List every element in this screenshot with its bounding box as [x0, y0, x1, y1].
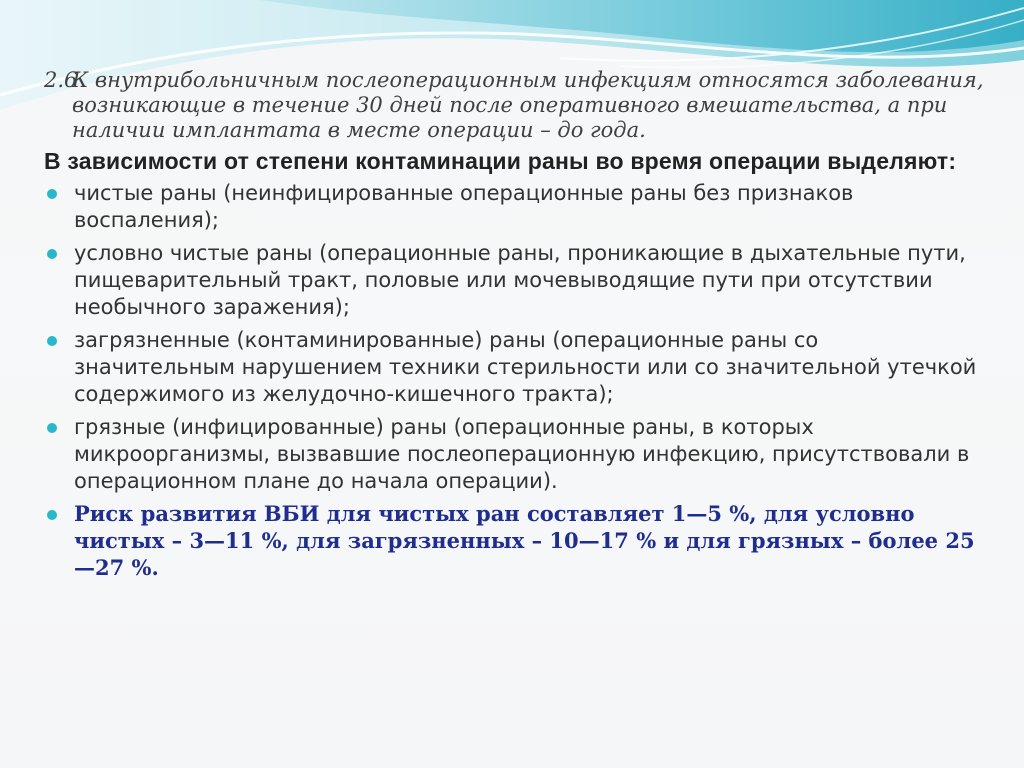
bullet-icon	[47, 336, 57, 346]
bullet-icon	[47, 423, 57, 433]
list-item-text: чистые раны (неинфицированные операционные раны без признаков воспаления);	[74, 181, 854, 232]
list-item-text: условно чистые раны (операционные раны, проникающие в дыхательные пути, пищеварительный тракт, половые или мочевыводящие пути при отсутствии необычного заражения);	[74, 241, 966, 319]
list-item-text: Риск развития ВБИ для чистых ран составляет 1—5 %, для условно чистых – 3—11 %, для загрязненных – 10—17 % и для грязных – более 25—27 %.	[74, 501, 975, 580]
list-item-contaminated	[44, 327, 984, 408]
bullet-icon	[47, 249, 57, 259]
slide-content	[44, 68, 984, 588]
section-number: 2.6	[44, 68, 78, 92]
intro-text: К внутрибольничным послеоперационным инфекциям относятся заболевания, возникающие в течение 30 дней после оперативного вмешательства, а при наличии имплантата в месте операции – до года.	[72, 68, 984, 142]
intro-paragraph	[44, 68, 984, 143]
list-item-dirty	[44, 414, 984, 495]
bullet-icon	[47, 510, 57, 520]
list-item-text: грязные (инфицированные) раны (операционные раны, в которых микроорганизмы, вызвавшие послеоперационную инфекцию, присутствовали в операционном плане до начала операции).	[74, 415, 970, 493]
wound-class-list	[44, 180, 984, 582]
list-item-clean	[44, 180, 984, 234]
bullet-icon	[47, 189, 57, 199]
section-heading: В зависимости от степени контаминации раны во время операции выделяют:	[44, 148, 957, 174]
list-item-text: загрязненные (контаминированные) раны (операционные раны со значительным нарушением техники стерильности или со значительной утечкой содержимого из желудочно-кишечного тракта);	[74, 328, 977, 406]
list-item-clean-contaminated	[44, 240, 984, 321]
list-item-risk-summary	[44, 501, 984, 582]
